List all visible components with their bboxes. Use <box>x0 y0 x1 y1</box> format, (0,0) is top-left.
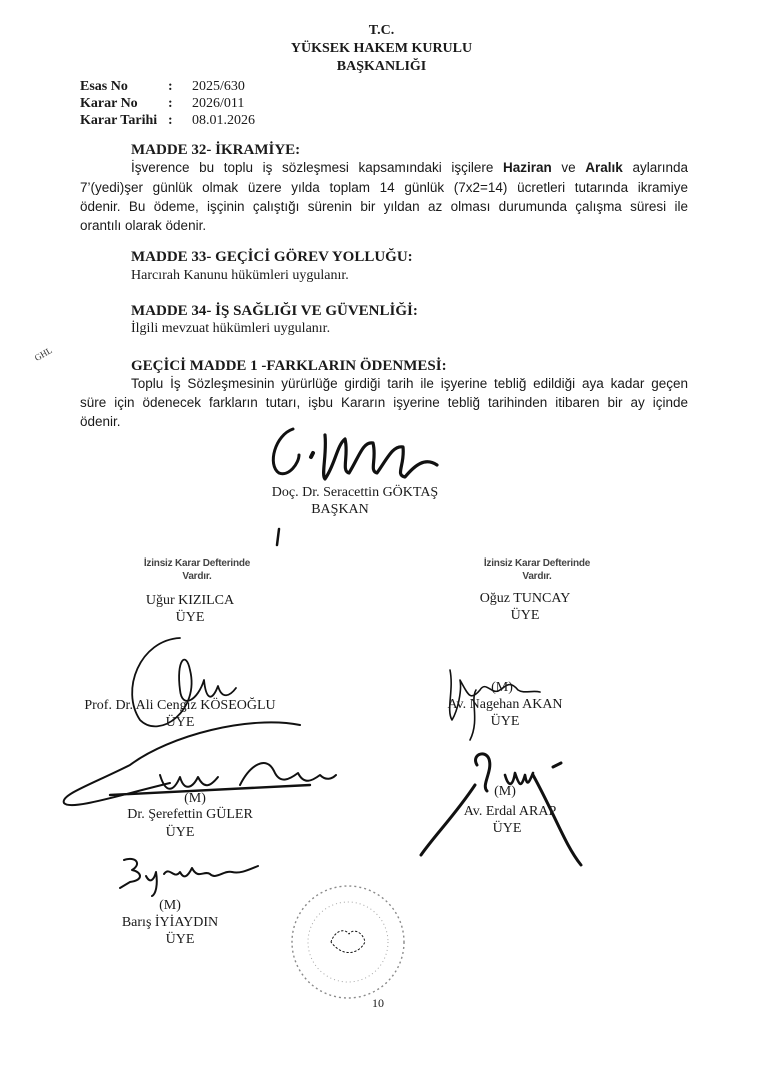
meta-value: 2025/630 <box>192 79 245 94</box>
iyiaydin-m-mark: (M) <box>159 898 181 913</box>
tuncay-title: ÜYE <box>510 608 540 623</box>
guler-name: Dr. Şerefettin GÜLER <box>127 807 253 822</box>
iyiaydin-signature <box>112 850 272 900</box>
text-span: aylarında <box>622 160 688 175</box>
margin-initials: GHL <box>32 345 54 363</box>
guler-m-mark: (M) <box>184 791 206 806</box>
meta-esas-no <box>80 78 245 95</box>
temporary-article-1-line-2: süre için ödenecek farkların tutarı, işbu Kararın işyerine tebliğ tarihinden itibaren bir ay içinde <box>80 395 688 410</box>
meta-value: 08.01.2026 <box>192 113 255 128</box>
article-33-text: Harcırah Kanunu hükümleri uygulanır. <box>131 268 349 283</box>
text-span: ve <box>551 160 586 175</box>
meta-karar-tarihi <box>80 112 255 129</box>
akan-name: Av. Nagehan AKAN <box>447 697 563 712</box>
tuncay-stamp-line-1: İzinsiz Karar Defterinde <box>483 558 591 569</box>
meta-label: Karar No <box>80 96 138 111</box>
header-institution: YÜKSEK HAKEM KURULU <box>290 41 473 56</box>
temporary-article-1-title: GEÇİCİ MADDE 1 -FARKLARIN ÖDENMESİ: <box>131 358 447 374</box>
meta-sep: : <box>168 96 173 111</box>
article-32-line-4: orantılı olarak ödenir. <box>80 218 207 233</box>
meta-label: Karar Tarihi <box>80 113 158 128</box>
meta-sep: : <box>168 113 173 128</box>
article-32-line-3: ödenir. Bu ödeme, işçinin çalıştığı sürenin bir yıldan az olması durumunda çalışma süresi ile <box>80 199 688 214</box>
koseoglu-name: Prof. Dr. Ali Cengiz KÖSEOĞLU <box>84 698 276 713</box>
arap-title: ÜYE <box>492 821 522 836</box>
arap-m-mark: (M) <box>494 784 516 799</box>
article-34-title: MADDE 34- İŞ SAĞLIĞI VE GÜVENLİĞİ: <box>131 303 418 319</box>
tuncay-stamp-line-2: Vardır. <box>522 571 552 582</box>
text-bold: Haziran <box>503 160 552 175</box>
kizilca-title: ÜYE <box>175 610 205 625</box>
akan-m-mark: (M) <box>491 680 513 695</box>
temporary-article-1-line-3: ödenir. <box>80 414 121 429</box>
akan-title: ÜYE <box>490 714 520 729</box>
text-span: İşverence bu toplu iş sözleşmesi kapsamındaki işçilere <box>131 160 503 175</box>
chair-name: Doç. Dr. Seracettin GÖKTAŞ <box>271 485 439 500</box>
tuncay-name: Oğuz TUNCAY <box>479 591 571 606</box>
kizilca-stamp-line-2: Vardır. <box>182 571 212 582</box>
header-tc: T.C. <box>368 23 395 38</box>
iyiaydin-name: Barış İYİAYDIN <box>121 915 219 930</box>
article-32-title: MADDE 32- İKRAMİYE: <box>131 142 301 158</box>
header-presidency: BAŞKANLIĞI <box>336 59 427 74</box>
koseoglu-title: ÜYE <box>165 715 195 730</box>
official-seal <box>283 880 413 1005</box>
chair-title: BAŞKAN <box>311 502 369 517</box>
temporary-article-1-line-1: Toplu İş Sözleşmesinin yürürlüğe girdiği tarih ile işyerine tebliğ edildiği aya kadar geçen <box>131 376 688 391</box>
koseoglu-signature <box>120 630 260 750</box>
page-number: 10 <box>372 996 384 1010</box>
article-34-text: İlgili mevzuat hükümleri uygulanır. <box>131 321 331 336</box>
text-bold: Aralık <box>585 160 623 175</box>
article-32-line-1 <box>131 158 688 177</box>
meta-value: 2026/011 <box>192 96 245 111</box>
kizilca-name: Uğur KIZILCA <box>145 593 235 608</box>
kizilca-stamp-line-1: İzinsiz Karar Defterinde <box>143 558 251 569</box>
chair-signature <box>255 405 455 555</box>
article-32-line-2: 7’(yedi)şer günlük olmak üzere yılda toplam 14 günlük (7x2=14) ücretleri tutarında ikramiye <box>80 180 688 195</box>
iyiaydin-title: ÜYE <box>165 932 195 947</box>
meta-sep: : <box>168 79 173 94</box>
arap-name: Av. Erdal ARAP <box>463 804 557 819</box>
article-33-title: MADDE 33- GEÇİCİ GÖREV YOLLUĞU: <box>131 249 413 265</box>
guler-title: ÜYE <box>165 825 195 840</box>
meta-karar-no <box>80 95 244 112</box>
meta-label: Esas No <box>80 79 128 94</box>
